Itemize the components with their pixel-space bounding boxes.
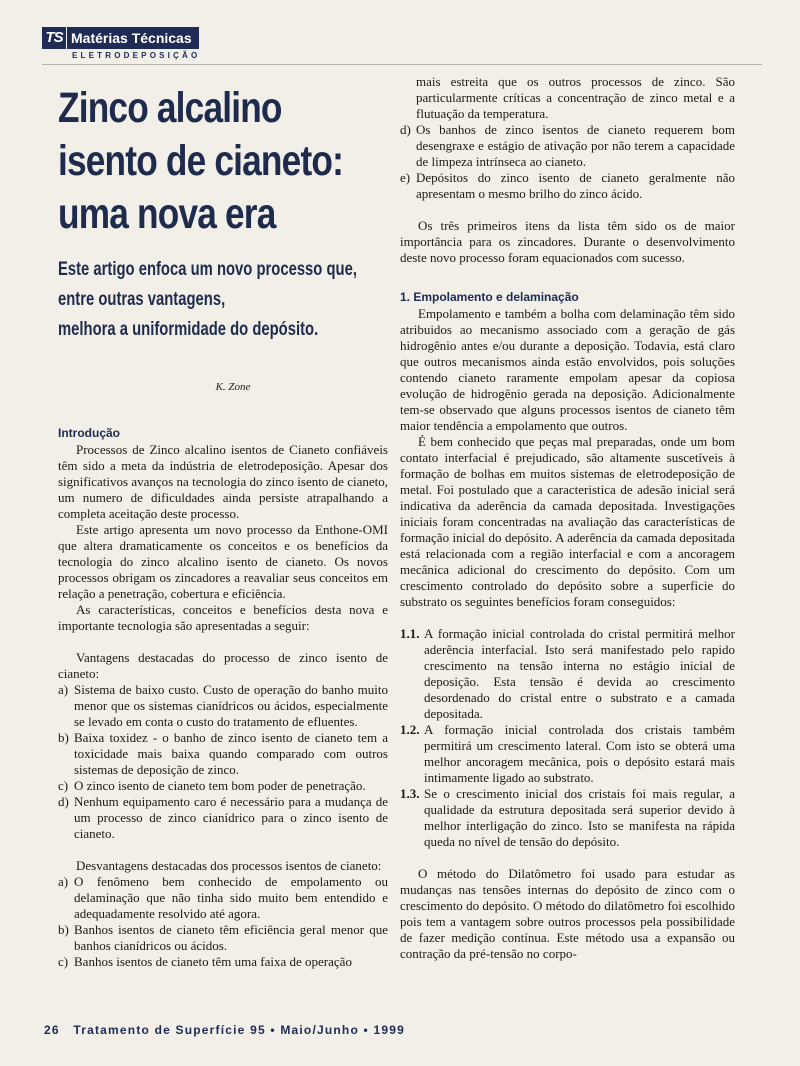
title-line: isento de cianeto: (58, 137, 344, 185)
magazine-logo: TS (42, 27, 66, 49)
list-item: d) Os banhos de zinco isentos de cianeto requerem bom desengraxe e estágio de ativação por não terem a capacidade de limpeza intrínseca ao cianeto. (400, 122, 735, 169)
list-item: 1.1. A formação inicial controlada do cristal permitirá melhor aderência interfacial. Isto será manifestado pelo rapido crescimento na tensão interna no estágio inicial de deposição. Esta tensão é devida ao crescimento desordenado do cristal entre o substrato e a camada depositada. (400, 626, 735, 721)
list-item: e) Depósitos do zinco isento de cianeto geralmente não apresentam o mesmo brilho do zinco ácido. (400, 170, 735, 201)
list-item: c) O zinco isento de cianeto tem bom poder de penetração. (58, 778, 366, 793)
footer-separator: • (270, 1023, 276, 1037)
dilatometer-paragraph: O método do Dilatômetro foi usado para estudar as mudanças nas tensões internas do depósito de zinco com o crescimento do depósito. O método do dilatômetro foi escolhido pois tem a vantagem sobre outros processos pela possibilidade de fazer medição contínua. Este método usa a expansão ou contração da pré-tensão no corpo- (400, 866, 735, 961)
subsection-label: ELETRODEPOSIÇÃO (72, 51, 201, 60)
left-column (58, 74, 388, 970)
list-item: a) O fenômeno bem conhecido de empolamento ou delaminação que não tinha sido muito bem entendido e adequadamente resolvido até agora. (58, 874, 388, 921)
list-item: 1.2. A formação inicial controlada dos cristais também permitirá um crescimento lateral. Com isto se obterá uma melhor ancoragem mecânica, pois o depósito estará mais intimamente ligado ao substrato. (400, 722, 735, 785)
list-item: 1.3. Se o crescimento inicial dos cristais foi mais regular, a qualidade da estrutura depositada será superior devido à melhor interligação do zinco. Isto se manifesta na rápida queda no nível de tensão do depósito. (400, 786, 735, 849)
title-line: uma nova era (58, 190, 276, 238)
summary-paragraph: Os três primeiros itens da lista têm sido os de maior importância para os zincadores. Durante o desenvolvimento deste novo processo foram equacionados com sucesso. (400, 218, 735, 265)
right-column (400, 74, 735, 962)
footer-separator: • (363, 1023, 369, 1037)
intro-heading: Introdução (58, 426, 120, 440)
list-item: a) Sistema de baixo custo. Custo de operação do banho muito menor que os sistemas cianídricos ou ácidos, especialmente se levado em conta o custo do tratamento de efluentes. (58, 682, 388, 729)
lead-line: melhora a uniformidade do depósito. (58, 319, 319, 340)
advantages-list (58, 682, 388, 842)
list-item: b) Baixa toxidez - o banho de zinco isento de cianeto tem a toxicidade mais baixa quando comparado com outros sistemas de deposição de zinco. (58, 730, 388, 777)
author: K. Zone (215, 381, 251, 393)
list-item: d) Nenhum equipamento caro é necessário para a mudança de um processo de zinco cianídrico para o zinco isento de cianeto. (58, 794, 388, 841)
journal-name: Tratamento de Superfície 95 (73, 1023, 266, 1037)
advantages-intro: Vantagens destacadas do processo de zinco isento de cianeto: (58, 650, 388, 681)
section-1-paragraph-1: Empolamento e também a bolha com delaminação têm sido atribuidos ao mecanismo associado com a geração de gás hidrogênio antes e/ou durante a deposição. Todavia, está claro que outros mecanismos ainda estão envolvidos, pois soluções contendo cianeto raramente empolam apesar da copiosa evolução de hidrogênio gerada na deposição. Adicionalmente tem-se observado que alguns processos isentos de cianeto têm maior tendência a empolamento que outros. (400, 306, 735, 433)
article-title (58, 82, 386, 241)
issue-year: 1999 (373, 1023, 405, 1037)
section-label: Matérias Técnicas (67, 27, 199, 49)
section-1-heading: 1. Empolamento e delaminação (400, 290, 579, 304)
benefits-list (400, 626, 735, 850)
issue-date: Maio/Junho (280, 1023, 359, 1037)
intro-paragraph-2: Este artigo apresenta um novo processo da Enthone-OMI que altera dramaticamente os conceitos e os benefícios da tecnologia do zinco alcalino isento de cianeto. Os novos processos obrigam os zincadores a reavaliar seus conceitos em relação a penetração, cobertura e eficiência. (58, 522, 388, 601)
list-item: c) Banhos isentos de cianeto têm uma faixa de operação (58, 954, 352, 969)
section-1-paragraph-2: É bem conhecido que peças mal preparadas, onde um bom contato interfacial é prejudicado, são altamente suscetíveis à formação de bolhas em muitos sistemas de eletrodeposição de metal. Foi postulado que a caracteristica de adesão inicial será indicativa da aderência da camada depositada. Investigações iniciais foram concentradas na avaliação das características de formação inicial do depósito. A aderência da camada depositada está relacionada com a região interfacial e com a ancoragem mecânica adicional do crescimento do depósito. Com um crescimento controlado do depósito sobre a superficie do substrato os seguintes benefícios foram conseguidos: (400, 434, 735, 609)
disadvantages-list-cont (400, 122, 735, 202)
lead-line: entre outras vantagens, (58, 289, 226, 310)
page-footer (44, 1023, 405, 1037)
title-line: Zinco alcalino (58, 84, 282, 132)
article-lead (58, 255, 393, 345)
lead-line: Este artigo enfoca um novo processo que, (58, 259, 357, 280)
disadvantages-list (58, 874, 388, 970)
list-item: b) Banhos isentos de cianeto têm eficiência geral menor que banhos cianídricos ou ácidos. (58, 922, 388, 953)
intro-paragraph-1: Processos de Zinco alcalino isentos de Cianeto confiáveis têm sido a meta da indústria de eletrodeposição. Apesar dos significativos avanços na tecnologia do zinco isento de cianeto, um numero de dificuldades ainda persiste atrapalhando a completa aceitação deste processo. (58, 442, 388, 521)
disadvantage-c-continued: mais estreita que os outros processos de zinco. São particularmente críticas a concentração de zinco metal e a flutuação da temperatura. (416, 74, 735, 121)
header-divider (42, 64, 762, 65)
intro-paragraph-3: As características, conceitos e benefícios desta nova e importante tecnologia são apresentadas a seguir: (58, 602, 388, 633)
disadvantages-intro: Desvantagens destacadas dos processos isentos de cianeto: (76, 858, 382, 873)
page-number: 26 (44, 1023, 60, 1037)
